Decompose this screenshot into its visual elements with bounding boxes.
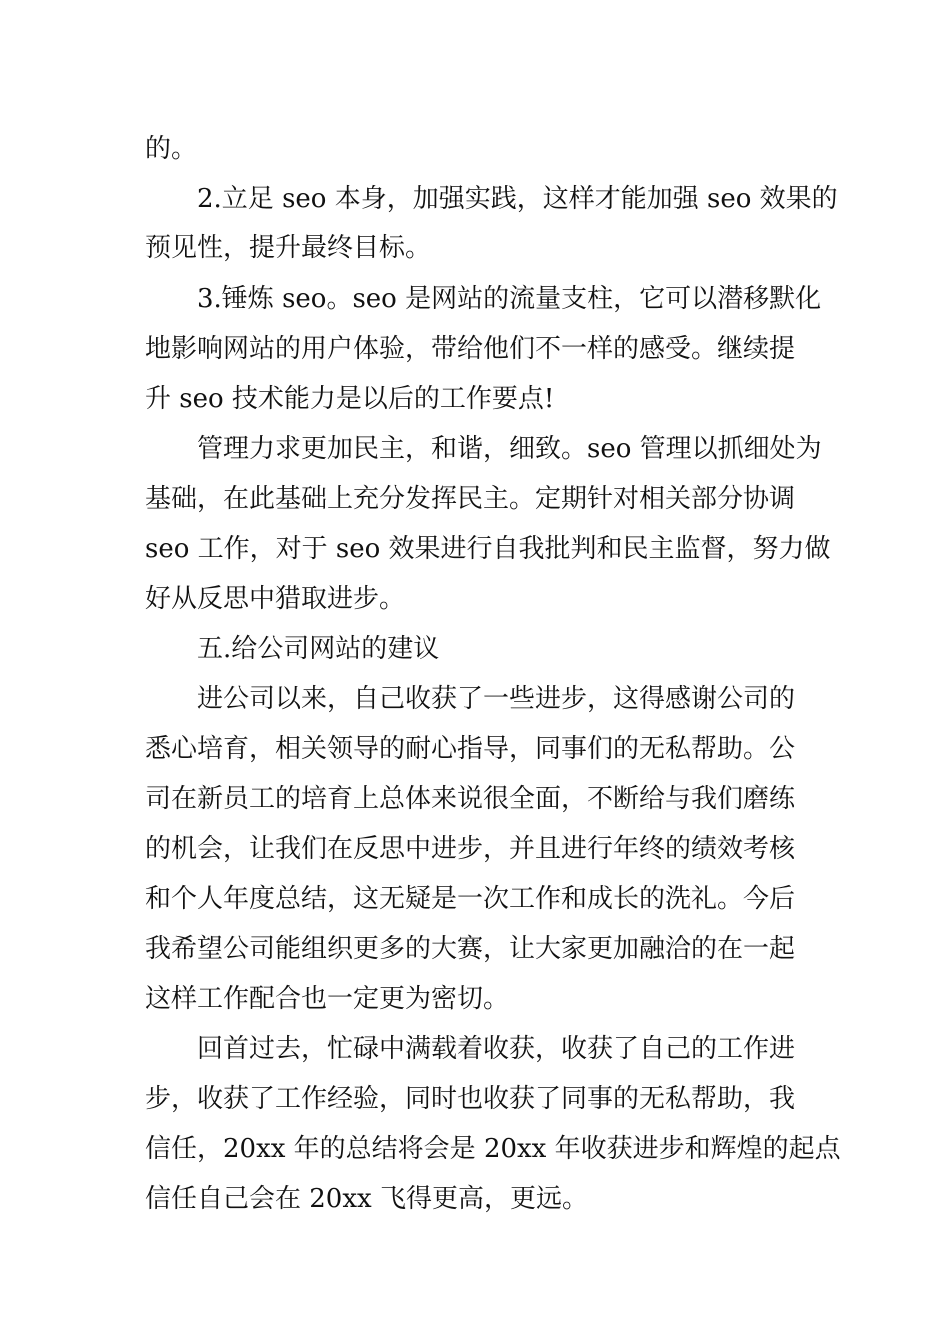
text-line: 我希望公司能组织更多的大赛，让大家更加融洽的在一起 (145, 934, 796, 964)
text-line: 信任自己会在 20xx 飞得更高，更远。 (145, 1184, 588, 1214)
text-line: 管理力求更加民主，和谐，细致。seo 管理以抓细处为 (197, 434, 822, 464)
section-heading: 五.给公司网站的建议 (197, 634, 440, 664)
text-line: 的机会，让我们在反思中进步，并且进行年终的绩效考核 (145, 834, 796, 864)
text-line: 地影响网站的用户体验，带给他们不一样的感受。继续提 (145, 334, 796, 364)
text-line: 2.立足 seo 本身，加强实践，这样才能加强 seo 效果的 (197, 184, 838, 214)
text-line: 和个人年度总结，这无疑是一次工作和成长的洗礼。今后 (145, 884, 796, 914)
text-line: 升 seo 技术能力是以后的工作要点! (145, 384, 555, 414)
text-line: 步，收获了工作经验，同时也收获了同事的无私帮助，我 (145, 1084, 796, 1114)
text-line: 3.锤炼 seo。seo 是网站的流量支柱，它可以潜移默化 (197, 284, 822, 314)
text-line: 基础，在此基础上充分发挥民主。定期针对相关部分协调 (145, 484, 796, 514)
text-line: 预见性，提升最终目标。 (145, 233, 432, 263)
text-line: seo 工作，对于 seo 效果进行自我批判和民主监督，努力做 (145, 534, 831, 564)
text-line: 好从反思中猎取进步。 (145, 584, 406, 614)
text-line: 司在新员工的培育上总体来说很全面，不断给与我们磨练 (145, 784, 796, 814)
text-line: 回首过去，忙碌中满载着收获，收获了自己的工作进 (197, 1034, 796, 1064)
text-line: 信任，20xx 年的总结将会是 20xx 年收获进步和辉煌的起点 (145, 1134, 841, 1164)
text-line: 的。 (145, 134, 198, 164)
text-line: 进公司以来，自己收获了一些进步，这得感谢公司的 (197, 684, 796, 714)
text-line: 这样工作配合也一定更为密切。 (145, 984, 510, 1014)
text-line: 悉心培育，相关领导的耐心指导，同事们的无私帮助。公 (145, 734, 796, 764)
